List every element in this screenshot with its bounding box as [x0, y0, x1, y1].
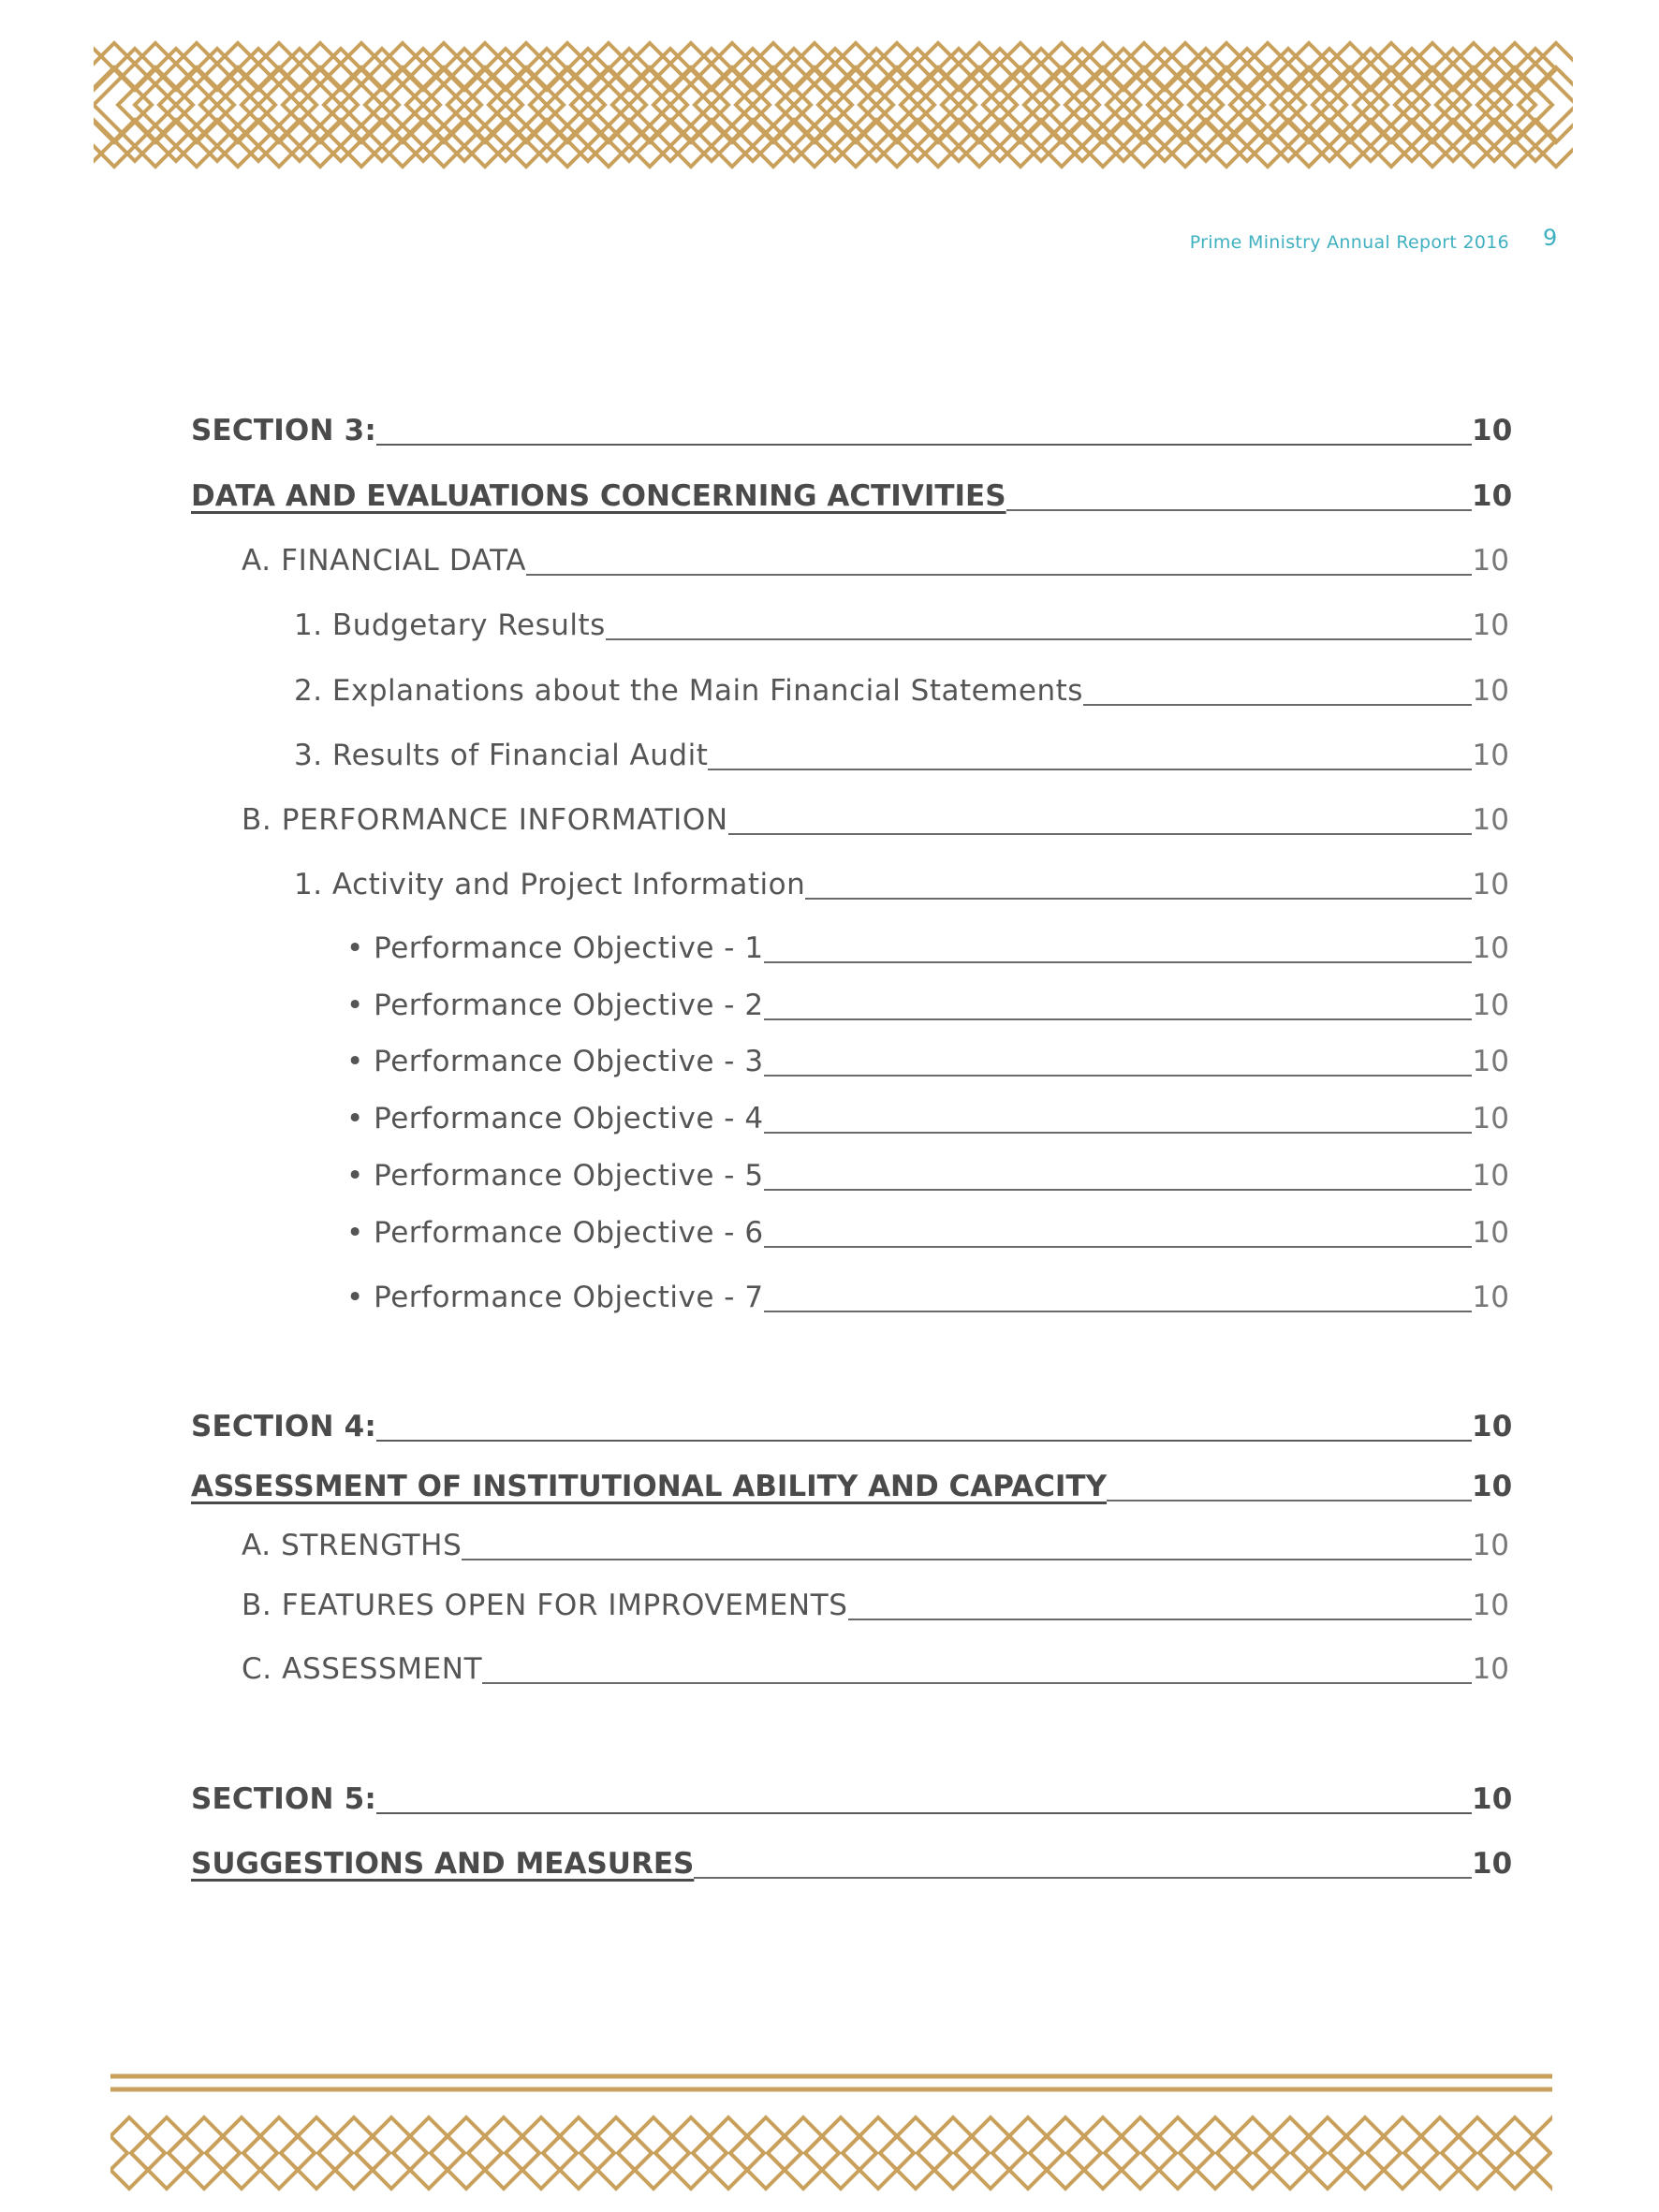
ornament-diamond	[693, 2136, 727, 2170]
ornament-diamond	[393, 2136, 427, 2170]
ornament-diamond	[1479, 2136, 1513, 2170]
toc-entry[interactable]	[0, 1771, 1659, 1816]
ornament-diamond	[1217, 2136, 1251, 2170]
toc-entry-page: 10	[1472, 1410, 1513, 1443]
bottom-ornament-border	[110, 2071, 1552, 2192]
ornament-diamond	[618, 2136, 652, 2170]
toc-entry-label: SUGGESTIONS AND MEASURES	[191, 1847, 695, 1881]
toc-entry[interactable]	[0, 1033, 1659, 1078]
toc-entry-label: • Performance Objective - 4	[346, 1102, 764, 1135]
toc-entry-page: 10	[1472, 1470, 1513, 1503]
toc-entry[interactable]	[0, 1577, 1659, 1622]
ornament-diamond	[1030, 2136, 1064, 2170]
toc-entry[interactable]	[0, 1205, 1659, 1250]
toc-entry-label: 2. Explanations about the Main Financial Statements	[294, 674, 1083, 708]
toc-leader-line	[764, 1311, 1472, 1312]
toc-entry[interactable]	[0, 1836, 1659, 1881]
toc-leader-line	[728, 833, 1472, 835]
toc-entry-label: • Performance Objective - 5	[346, 1159, 764, 1193]
ornament-diamond	[318, 2136, 352, 2170]
toc-leader-line	[764, 1132, 1472, 1134]
page-number: 9	[1543, 225, 1558, 251]
toc-entry-line	[191, 1045, 1509, 1078]
toc-entry-line	[191, 1281, 1509, 1314]
toc-entry-page: 10	[1472, 1281, 1509, 1314]
toc-entry-label: ASSESSMENT OF INSTITUTIONAL ABILITY AND CAPACITY	[191, 1470, 1108, 1503]
ornament-diamond	[543, 2136, 577, 2170]
toc-leader-line	[462, 1559, 1472, 1560]
ornament-diamond	[1442, 2136, 1475, 2170]
ornament-diamond	[110, 2136, 127, 2170]
toc-leader-line	[708, 769, 1472, 770]
toc-entry-page: 10	[1472, 1102, 1509, 1135]
toc-leader-line	[764, 961, 1472, 963]
toc-entry-page: 10	[1472, 1589, 1509, 1622]
toc-entry-line	[191, 739, 1509, 772]
toc-entry-line	[191, 544, 1509, 578]
toc-entry-line	[191, 1847, 1513, 1881]
toc-leader-line	[1107, 1500, 1472, 1502]
ornament-diamond	[1142, 2136, 1176, 2170]
toc-leader-line	[606, 638, 1472, 640]
toc-leader-line	[376, 1440, 1472, 1442]
toc-entry[interactable]	[0, 727, 1659, 772]
toc-entry-page: 10	[1472, 1652, 1509, 1686]
toc-entry-page: 10	[1472, 414, 1513, 447]
toc-entry-page: 10	[1472, 1782, 1513, 1816]
toc-entry-line	[191, 868, 1509, 901]
toc-entry-page: 10	[1472, 544, 1509, 578]
toc-entry-label: 1. Activity and Project Information	[294, 868, 806, 901]
toc-entry-label: B. PERFORMANCE INFORMATION	[242, 803, 728, 837]
toc-leader-line	[482, 1682, 1472, 1684]
ornament-diamond	[655, 2136, 689, 2170]
toc-entry-line	[191, 1782, 1513, 1816]
ornament-diamond	[1404, 2136, 1438, 2170]
toc-entry-page: 10	[1472, 1045, 1509, 1078]
toc-entry[interactable]	[0, 1458, 1659, 1503]
toc-entry-label: • Performance Objective - 6	[346, 1216, 764, 1250]
toc-entry-line	[191, 1589, 1509, 1622]
ornament-diamond	[992, 2136, 1026, 2170]
toc-entry[interactable]	[0, 1399, 1659, 1443]
ornament-diamond	[730, 2136, 764, 2170]
toc-entry-page: 10	[1472, 674, 1509, 708]
toc-entry-label: • Performance Objective - 3	[346, 1045, 764, 1078]
toc-entry-page: 10	[1472, 1216, 1509, 1250]
toc-entry[interactable]	[0, 1269, 1659, 1314]
toc-entry-label: B. FEATURES OPEN FOR IMPROVEMENTS	[242, 1589, 848, 1622]
toc-entry-line	[191, 1410, 1513, 1443]
ornament-diamond	[243, 2136, 277, 2170]
ornament-diamond	[468, 2136, 502, 2170]
toc-entry[interactable]	[0, 597, 1659, 642]
toc-entry-line	[191, 674, 1509, 708]
ornament-diamond	[880, 2136, 914, 2170]
toc-entry-label: • Performance Objective - 7	[346, 1281, 764, 1314]
toc-leader-line	[376, 1812, 1472, 1814]
toc-entry-label: DATA AND EVALUATIONS CONCERNING ACTIVITIES	[191, 479, 1006, 513]
ornament-diamond	[843, 2136, 876, 2170]
toc-entry[interactable]	[0, 403, 1659, 447]
toc-entry-label: A. FINANCIAL DATA	[242, 544, 527, 578]
toc-entry-label: C. ASSESSMENT	[242, 1652, 483, 1686]
toc-entry-page: 10	[1472, 739, 1509, 772]
toc-entry-label: A. STRENGTHS	[242, 1529, 462, 1562]
ornament-diamond	[431, 2136, 464, 2170]
toc-entry[interactable]	[0, 468, 1659, 513]
ornament-diamond	[918, 2136, 951, 2170]
toc-entry[interactable]	[0, 920, 1659, 965]
ornament-diamond	[1067, 2136, 1101, 2170]
toc-entry-page: 10	[1472, 989, 1509, 1022]
toc-entry-line	[191, 931, 1509, 965]
toc-entry-page: 10	[1472, 1159, 1509, 1193]
toc-entry-line	[191, 1652, 1509, 1686]
ornament-diamond	[1367, 2136, 1401, 2170]
toc-entry-line	[191, 803, 1509, 837]
toc-entry-page: 10	[1472, 1847, 1513, 1881]
ornament-diamond	[206, 2136, 240, 2170]
toc-entry[interactable]	[0, 977, 1659, 1022]
toc-leader-line	[764, 1075, 1472, 1077]
toc-leader-line	[805, 898, 1472, 900]
toc-entry-line	[191, 1529, 1509, 1562]
toc-entry-page: 10	[1472, 931, 1509, 965]
ornament-diamond	[1180, 2136, 1213, 2170]
toc-entry[interactable]	[0, 857, 1659, 901]
toc-entry[interactable]	[0, 663, 1659, 708]
toc-entry-page: 10	[1472, 868, 1509, 901]
toc-leader-line	[764, 1246, 1472, 1248]
ornament-diamond	[169, 2136, 202, 2170]
ornament-diamond	[580, 2136, 614, 2170]
toc-entry-label: 1. Budgetary Results	[294, 608, 606, 642]
toc-leader-line	[1083, 704, 1472, 706]
toc-entry-line	[191, 414, 1513, 447]
toc-entry-line	[191, 479, 1513, 513]
toc-entry-line	[191, 1159, 1509, 1193]
ornament-diamond	[955, 2136, 989, 2170]
report-title: Prime Ministry Annual Report 2016	[1189, 232, 1509, 253]
toc-entry-line	[191, 608, 1509, 642]
ornament-diamond	[768, 2136, 801, 2170]
toc-entry-label: 3. Results of Financial Audit	[294, 739, 709, 772]
ornament-diamond	[1255, 2136, 1288, 2170]
toc-entry[interactable]	[0, 1148, 1659, 1193]
toc-entry-line	[191, 1470, 1513, 1503]
toc-entry-line	[191, 989, 1509, 1022]
toc-entry-label: SECTION 5:	[191, 1782, 376, 1816]
ornament-diamond	[1105, 2136, 1138, 2170]
toc-leader-line	[764, 1189, 1472, 1191]
ornament-diamond	[1517, 2117, 1552, 2189]
toc-entry[interactable]	[0, 1517, 1659, 1562]
toc-leader-line	[526, 574, 1472, 576]
ornament-diamond	[1292, 2136, 1326, 2170]
toc-entry-label: • Performance Objective - 1	[346, 931, 764, 965]
toc-leader-line	[376, 444, 1472, 446]
toc-entry-label: SECTION 4:	[191, 1410, 376, 1443]
toc-entry-page: 10	[1472, 608, 1509, 642]
toc-leader-line	[848, 1619, 1472, 1620]
toc-entry-label: • Performance Objective - 2	[346, 989, 764, 1022]
toc-leader-line	[764, 1018, 1472, 1020]
ornament-diamond	[1329, 2136, 1363, 2170]
toc-leader-line	[1006, 509, 1472, 511]
toc-entry-label: SECTION 3:	[191, 414, 376, 447]
toc-entry-page: 10	[1472, 1529, 1509, 1562]
ornament-diamond	[356, 2136, 389, 2170]
ornament-diamond	[1517, 2136, 1550, 2170]
toc-entry-page: 10	[1472, 479, 1513, 513]
ornament-diamond	[805, 2136, 839, 2170]
toc-entry[interactable]	[0, 1091, 1659, 1135]
toc-entry[interactable]	[0, 1641, 1659, 1686]
ornament-diamond	[281, 2136, 315, 2170]
toc-leader-line	[694, 1877, 1472, 1879]
toc-entry[interactable]	[0, 533, 1659, 578]
toc-entry-page: 10	[1472, 803, 1509, 837]
ornament-diamond	[131, 2136, 165, 2170]
toc-entry[interactable]	[0, 792, 1659, 837]
ornament-diamond	[506, 2136, 539, 2170]
toc-entry-line	[191, 1102, 1509, 1135]
toc-entry-line	[191, 1216, 1509, 1250]
